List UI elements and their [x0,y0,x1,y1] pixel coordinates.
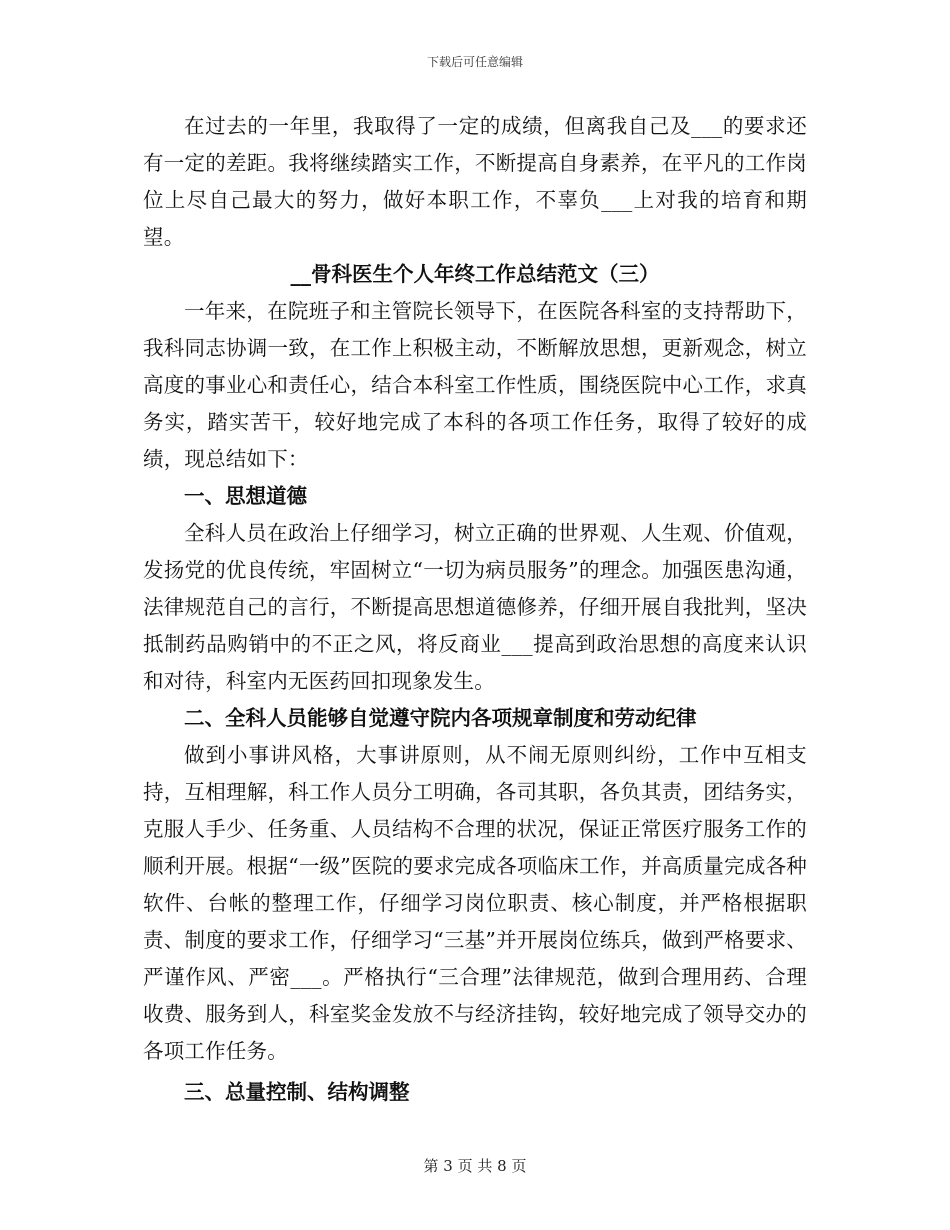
paragraph-summary: 一年来，在院班子和主管院长领导下，在医院各科室的支持帮助下，我科同志协调一致，在工作上积极主动，不断解放思想，更新观念，树立高度的事业心和责任心，结合本科室工作性质，围绕医院中心工作，求真务实，踏实苦干，较好地完成了本科的各项工作任务，取得了较好的成绩，现总结如下： [143,299,807,471]
heading-ideology: 一、思想道德 [184,484,307,508]
page-footer-number: 第 3 页 共 8 页 [423,1157,527,1175]
heading-discipline: 二、全科人员能够自觉遵守院内各项规章制度和劳动纪律 [184,706,697,730]
page-header-note: 下载后可任意编辑 [426,55,523,69]
section-title: __骨科医生个人年终工作总结范文（三） [290,262,660,286]
heading-control: 三、总量控制、结构调整 [184,1080,410,1104]
paragraph-discipline: 做到小事讲风格，大事讲原则，从不闹无原则纠纷，工作中互相支持，互相理解，科工作人员分工明确，各司其职，各负其责，团结务实，克服人手少、任务重、人员结构不合理的状况，保证正常医疗服务工作的顺利开展。根据“一级”医院的要求完成各项临床工作，并高质量完成各种软件、台帐的整理工作，仔细学习岗位职责、核心制度，并严格根据职责、制度的要求工作，仔细学习“三基”并开展岗位练兵，做到严格要求、严谨作风、严密___。严格执行“三合理”法律规范，做到合理用药、合理收费、服务到人，科室奖金发放不与经济挂钩，较好地完成了领导交办的各项工作任务。 [143,743,807,1063]
paragraph-ideology: 全科人员在政治上仔细学习，树立正确的世界观、人生观、价值观，发扬党的优良传统，牢固树立“一切为病员服务”的理念。加强医患沟通，法律规范自己的言行，不断提高思想道德修养，仔细开展自我批判，坚决抵制药品购销中的不正之风，将反商业___提高到政治思想的高度来认识和对待，科室内无医药回扣现象发生。 [143,521,807,693]
paragraph-intro: 在过去的一年里，我取得了一定的成绩，但离我自己及___的要求还有一定的差距。我将继续踏实工作，不断提高自身素养，在平凡的工作岗位上尽自己最大的努力，做好本职工作，不辜负___上对我的培育和期望。 [143,114,807,249]
document-body [143,108,807,1111]
